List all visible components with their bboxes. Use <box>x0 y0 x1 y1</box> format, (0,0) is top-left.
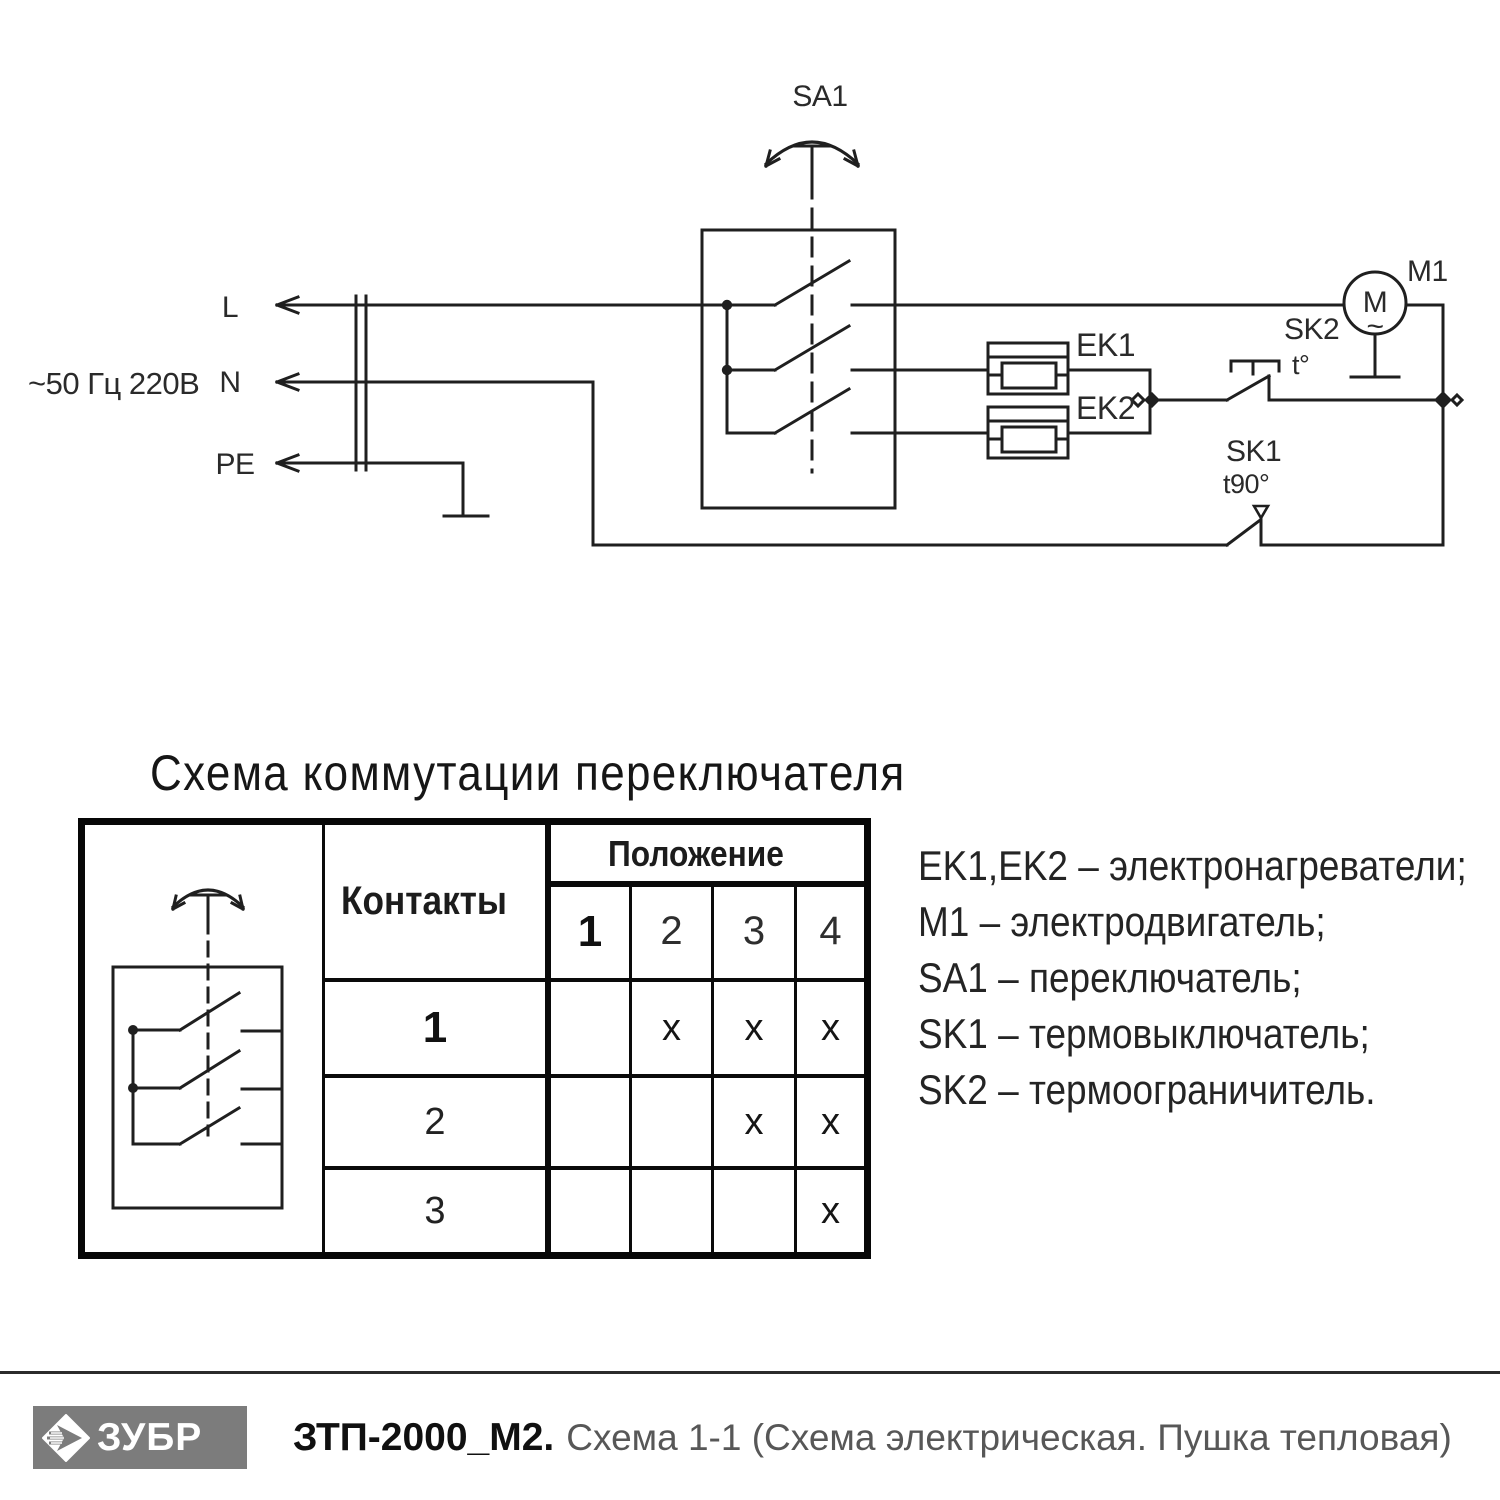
position-2: 2 <box>660 909 683 953</box>
mark-cell: x <box>744 1100 764 1143</box>
mark-cell <box>551 1078 629 1166</box>
sk1-label: SK1 <box>1226 435 1282 468</box>
legend-item-text: SK1 – термовыключатель; <box>918 1010 1370 1057</box>
zubr-logo-icon <box>42 1414 90 1462</box>
scheme-description: Схема 1-1 (Схема электрическая. Пушка тепловая) <box>566 1416 1452 1458</box>
wire-pe <box>277 463 463 515</box>
legend-item <box>918 1010 1500 1066</box>
position-header-text: Положение <box>607 833 784 874</box>
sk2-temp-label: t° <box>1292 350 1310 380</box>
mark-cell: x <box>821 1189 840 1232</box>
legend-item-text: M1 – электродвигатель; <box>918 898 1326 945</box>
contact-row-label: 3 <box>424 1189 446 1232</box>
terminal-l-label: L <box>221 291 239 324</box>
thermal-switch-sk1 <box>1227 506 1443 545</box>
zubr-logo-text: ЗУБР <box>97 1415 203 1459</box>
position-3: 3 <box>742 909 766 953</box>
position-4: 4 <box>819 909 842 953</box>
legend-item <box>918 1066 1500 1122</box>
zubr-logo <box>33 1406 247 1469</box>
sk1-contact-triangle-icon <box>1254 506 1268 518</box>
sk2-label: SK2 <box>1284 313 1340 346</box>
sa1-contact-3 <box>727 389 988 433</box>
contacts-header-text: Контакты <box>340 879 507 923</box>
sa1-label: SA1 <box>792 80 848 113</box>
footer-divider <box>0 1371 1500 1374</box>
legend-item-text: EK1,EK2 – электронагреватели; <box>918 842 1467 889</box>
sa1-contact-1 <box>727 261 1344 305</box>
power-label: ~50 Гц 220В <box>28 366 200 401</box>
mark-cell: x <box>821 1006 840 1049</box>
position-1: 1 <box>577 906 603 956</box>
schematic-svg <box>0 0 1500 700</box>
sk2-actuator-icon <box>1231 361 1279 374</box>
mark-cell <box>632 1170 711 1252</box>
mark-cell: x <box>744 1006 764 1049</box>
motor-wave: ~ <box>1366 310 1384 343</box>
footer-caption <box>293 1406 1452 1469</box>
heater-join <box>1132 370 1227 433</box>
thermal-limiter-sk2 <box>1227 361 1443 400</box>
switch-table-title-text: Схема коммутации переключателя <box>150 745 906 801</box>
mark-cell <box>551 1170 629 1252</box>
legend <box>918 842 1500 1122</box>
connector-diamond-icon <box>1144 392 1160 408</box>
ek2-label: EK2 <box>1076 390 1135 426</box>
contact-row-label: 2 <box>424 1100 446 1143</box>
mark-cell: x <box>662 1006 681 1049</box>
junction-diamond-icon <box>1434 391 1452 409</box>
mark-cell <box>551 982 629 1074</box>
contact-row-label: 1 <box>422 1003 448 1052</box>
mark-cell <box>632 1078 711 1166</box>
legend-item-text: SK2 – термоограничитель. <box>918 1066 1376 1113</box>
position-header <box>551 827 864 881</box>
motor-symbol: M <box>1362 286 1388 319</box>
mark-cell <box>714 1170 794 1252</box>
switch-table-title <box>150 744 1009 802</box>
rotary-switch-icon <box>85 825 322 1252</box>
return-line <box>1434 305 1462 545</box>
mark-cell: x <box>821 1100 840 1143</box>
legend-item <box>918 898 1500 954</box>
sa1-handle-icon <box>794 146 830 182</box>
model-number: ЗТП-2000_М2. <box>293 1415 555 1459</box>
sa1-contact-2 <box>727 326 988 370</box>
legend-item <box>918 842 1500 898</box>
m1-label: M1 <box>1407 255 1448 288</box>
terminal-pe-label: PE <box>215 448 255 481</box>
switch-commutation-table <box>78 818 871 1259</box>
terminal-n-label: N <box>219 366 241 399</box>
contacts-header <box>325 825 545 978</box>
sk1-temp-label: t90° <box>1223 469 1270 499</box>
legend-item <box>918 954 1500 1010</box>
ek1-label: EK1 <box>1076 327 1135 363</box>
legend-item-text: SA1 – переключатель; <box>918 954 1302 1001</box>
